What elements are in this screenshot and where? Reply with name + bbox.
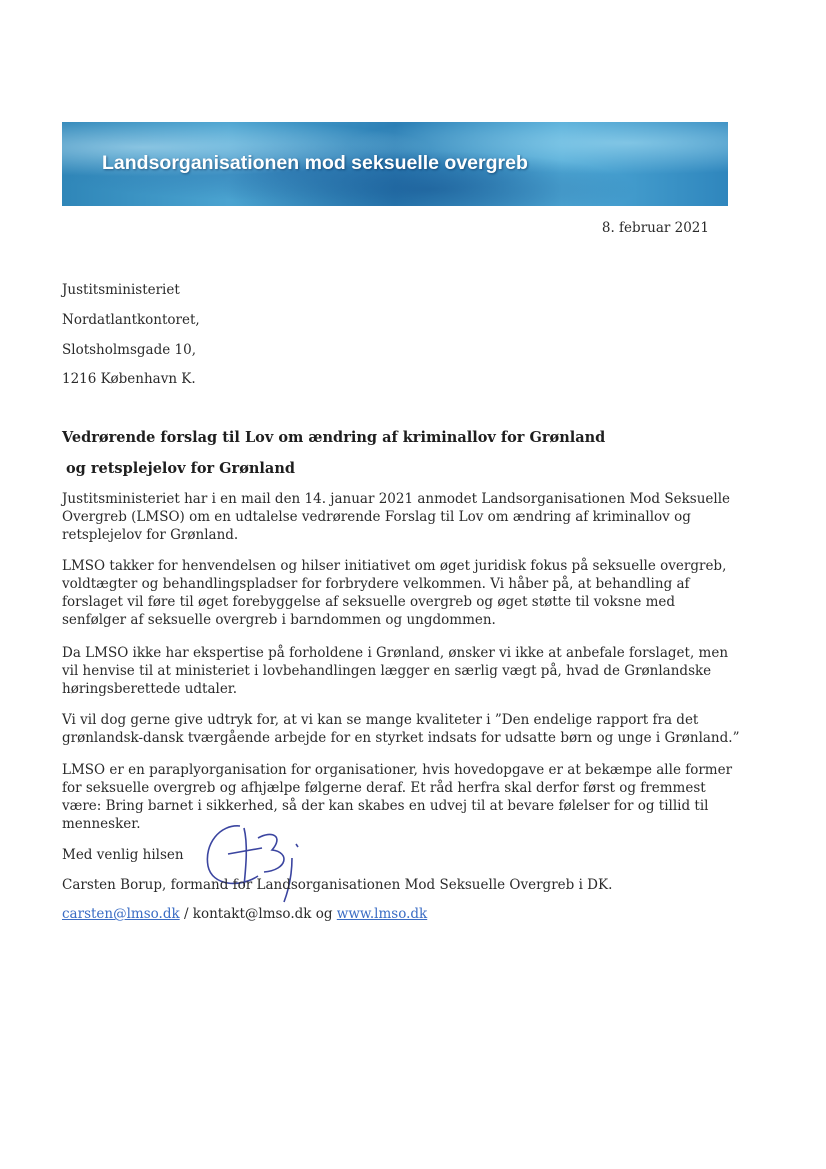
subject-line: Vedrørende forslag til Lov om ændring af kriminallov for Grønland <box>62 429 606 446</box>
address-line: Slotsholmsgade 10, <box>62 342 196 358</box>
address-line: 1216 København K. <box>62 371 196 387</box>
banner-title: Landsorganisationen mod seksuelle overgreb <box>102 152 528 174</box>
letterhead-banner <box>62 122 728 206</box>
body-paragraph: LMSO takker for henvendelsen og hilser initiativet om øget juridisk fokus på seksuelle overgreb, voldtægter og behandlingspladser for forbrydere velkommen. Vi håber på, at behandling af forslaget vil føre til øget forebyggelse af seksuelle overgreb og øget støtte til voksne med senfølger af seksuelle overgreb i barndommen og ungdommen. <box>62 558 727 628</box>
signer-line: Carsten Borup, formand for Landsorganisationen Mod Seksuelle Overgreb i DK. <box>62 877 613 893</box>
letter-date: 8. februar 2021 <box>601 220 709 236</box>
body-paragraph: Vi vil dog gerne give udtryk for, at vi kan se mange kvaliteter i ”Den endelige rapport fra det grønlandsk-dansk tværgående arbejde for en styrket indsats for udsatte børn og unge i Grønland.” <box>62 712 740 746</box>
email-link-carsten[interactable]: carsten@lmso.dk <box>62 906 180 922</box>
closing-greeting: Med venlig hilsen <box>62 847 184 863</box>
contact-separator: og <box>311 906 337 922</box>
website-link[interactable]: www.lmso.dk <box>336 906 428 922</box>
body-paragraph: Da LMSO ikke har ekspertise på forholdene i Grønland, ønsker vi ikke at anbefale forslaget, men vil henvise til at ministeriet i lovbehandlingen lægger en særlig vægt på, hvad de Grønlandske høringsberettede udtaler. <box>62 645 729 697</box>
subject-line: og retsplejelov for Grønland <box>66 460 295 477</box>
contact-separator: / <box>179 906 193 922</box>
address-line: Nordatlantkontoret, <box>62 312 200 328</box>
email-contact: kontakt@lmso.dk <box>192 906 312 922</box>
contact-line <box>62 906 427 922</box>
address-line: Justitsministeriet <box>62 282 180 298</box>
body-paragraph: LMSO er en paraplyorganisation for organisationer, hvis hovedopgave er at bekæmpe alle former for seksuelle overgreb og afhjælpe følgerne deraf. Et råd herfra skal derfor først og fremmest være: Bring barnet i sikkerhed, så der kan skabes en udvej til at bevare følelser for og tillid til mennesker. <box>62 762 733 832</box>
body-paragraph: Justitsministeriet har i en mail den 14. januar 2021 anmodet Landsorganisationen Mod Seksuelle Overgreb (LMSO) om en udtalelse vedrørende Forslag til Lov om ændring af kriminallov og retsplejelov for Grønland. <box>62 491 731 543</box>
